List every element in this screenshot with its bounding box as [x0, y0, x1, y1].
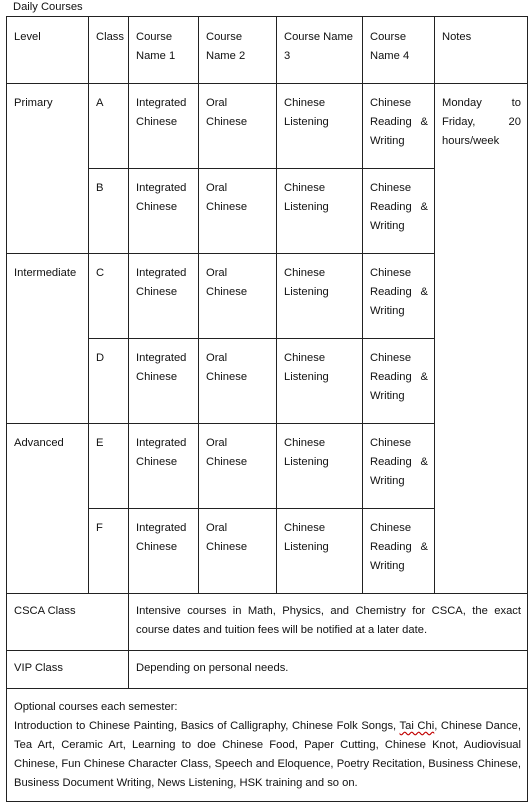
csca-label: CSCA Class — [7, 594, 129, 651]
course-cell: Chinese Listening — [277, 339, 363, 424]
course-cell: Chinese Reading & Writing — [363, 509, 435, 594]
class-cell: D — [89, 339, 129, 424]
course-cell: Chinese Listening — [277, 424, 363, 509]
course-cell: Integrated Chinese — [129, 254, 199, 339]
notes-cell: Monday to Friday, 20 hours/week — [435, 84, 528, 594]
course-cell: Oral Chinese — [199, 84, 277, 169]
class-cell: E — [89, 424, 129, 509]
class-cell: A — [89, 84, 129, 169]
course-cell: Chinese Reading & Writing — [363, 84, 435, 169]
course-cell: Chinese Listening — [277, 84, 363, 169]
course-cell: Oral Chinese — [199, 169, 277, 254]
course-cell: Integrated Chinese — [129, 84, 199, 169]
spellcheck-word: Tai Chi — [399, 720, 435, 732]
course-cell: Chinese Reading & Writing — [363, 424, 435, 509]
course-cell: Chinese Reading & Writing — [363, 339, 435, 424]
course-cell: Chinese Listening — [277, 254, 363, 339]
level-cell: Primary — [7, 84, 89, 254]
document-title: Daily Courses — [13, 1, 83, 13]
course-cell: Oral Chinese — [199, 254, 277, 339]
class-cell: B — [89, 169, 129, 254]
course-cell: Chinese Listening — [277, 509, 363, 594]
course-cell: Integrated Chinese — [129, 339, 199, 424]
class-cell: F — [89, 509, 129, 594]
optional-text-part: , Chinese Dance, Tea Art, Ceramic Art, Learning to doe Chinese Food, Paper Cutting, Chinese Knot, Audiovisual Chinese, Fun Chinese Character Class, Speech and Eloquence, Poetry Recitation, Business Chinese, Business Document Writing, News Listening, HSK training and so on. — [14, 720, 521, 789]
optional-text-part: Introduction to Chinese Painting, Basics of Calligraphy, Chinese Folk Songs, — [14, 720, 400, 732]
course-cell: Oral Chinese — [199, 424, 277, 509]
vip-label: VIP Class — [7, 651, 129, 689]
course-cell: Chinese Reading & Writing — [363, 254, 435, 339]
course-cell: Oral Chinese — [199, 339, 277, 424]
csca-description: Intensive courses in Math, Physics, and Chemistry for CSCA, the exact course dates and tuition fees will be notified at a later date. — [129, 594, 528, 651]
class-cell: C — [89, 254, 129, 339]
header-level: Level — [7, 17, 89, 84]
course-cell: Chinese Listening — [277, 169, 363, 254]
header-course-4: Course Name 4 — [363, 17, 435, 84]
optional-courses-cell — [7, 689, 528, 802]
course-cell: Chinese Reading & Writing — [363, 169, 435, 254]
header-notes: Notes — [435, 17, 528, 84]
level-cell: Intermediate — [7, 254, 89, 424]
table-row — [7, 84, 528, 169]
course-cell: Integrated Chinese — [129, 424, 199, 509]
course-table — [6, 16, 528, 802]
header-class: Class — [89, 17, 129, 84]
course-cell: Integrated Chinese — [129, 509, 199, 594]
optional-courses-heading: Optional courses each semester: — [14, 701, 178, 713]
header-course-1: Course Name 1 — [129, 17, 199, 84]
header-course-2: Course Name 2 — [199, 17, 277, 84]
level-cell: Advanced — [7, 424, 89, 594]
optional-courses-list — [14, 717, 521, 793]
header-row — [7, 17, 528, 84]
course-cell: Oral Chinese — [199, 509, 277, 594]
course-cell: Integrated Chinese — [129, 169, 199, 254]
table-row — [7, 651, 528, 689]
table-row — [7, 689, 528, 802]
vip-description: Depending on personal needs. — [129, 651, 528, 689]
header-course-3: Course Name 3 — [277, 17, 363, 84]
table-row — [7, 594, 528, 651]
